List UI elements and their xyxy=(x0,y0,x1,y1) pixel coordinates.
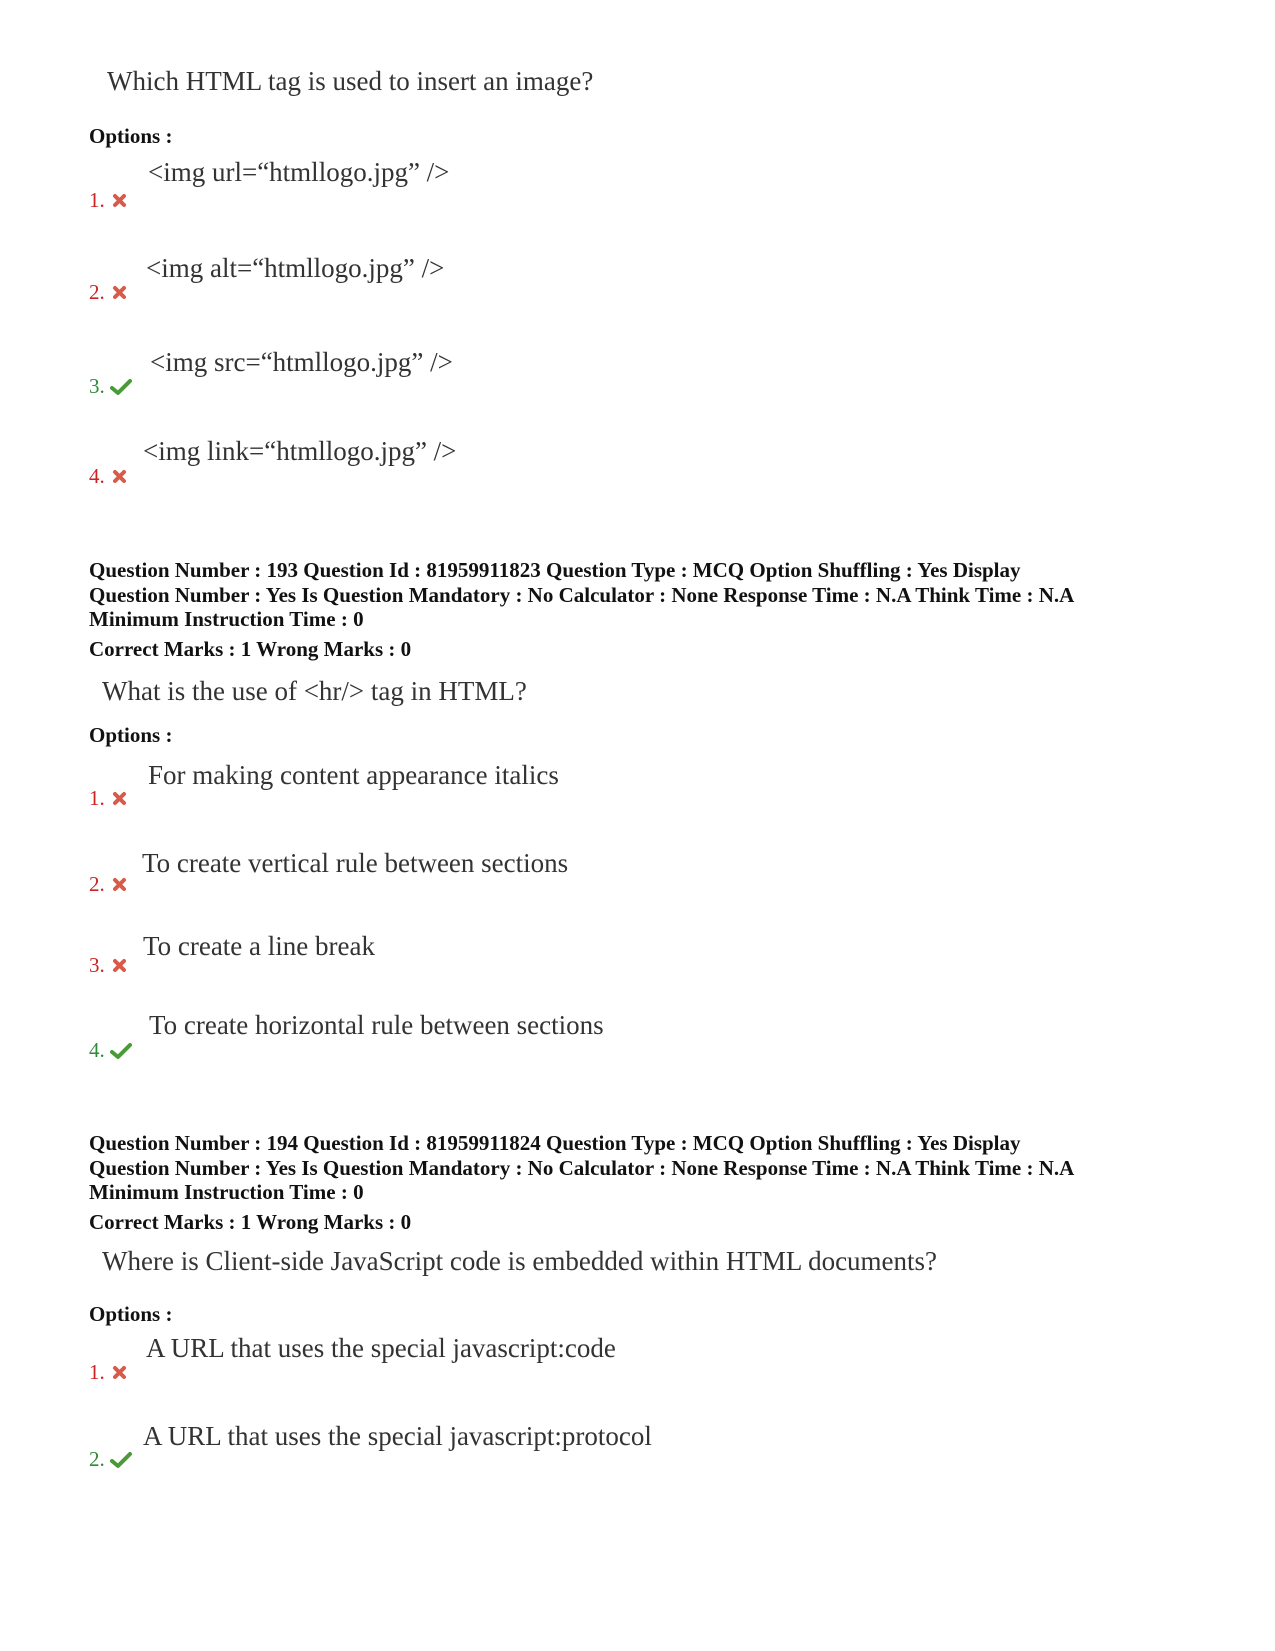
cross-icon xyxy=(109,282,131,304)
option-number-label: 1. xyxy=(89,1360,105,1384)
option-number xyxy=(89,280,131,305)
option-text: <img link=“htmllogo.jpg” /> xyxy=(143,436,457,466)
options-label: Options : xyxy=(89,1302,173,1326)
option-text: A URL that uses the special javascript:protocol xyxy=(143,1421,652,1451)
option-text: <img alt=“htmllogo.jpg” /> xyxy=(146,253,445,283)
option-number-label: 2. xyxy=(89,1447,105,1471)
question-marks: Correct Marks : 1 Wrong Marks : 0 xyxy=(89,1210,412,1234)
option-text: To create horizontal rule between sections xyxy=(149,1010,604,1040)
option-number xyxy=(89,1360,131,1385)
option-text: A URL that uses the special javascript:code xyxy=(146,1333,616,1363)
option-number xyxy=(89,872,131,897)
check-icon xyxy=(109,1449,131,1471)
option-number xyxy=(89,188,131,213)
cross-icon xyxy=(109,788,131,810)
option-text: <img url=“htmllogo.jpg” /> xyxy=(148,157,450,187)
check-icon xyxy=(109,1040,131,1062)
option-number-label: 4. xyxy=(89,1038,105,1062)
option-number-label: 2. xyxy=(89,280,105,304)
option-number-label: 3. xyxy=(89,953,105,977)
question-meta-line: Minimum Instruction Time : 0 xyxy=(89,607,364,631)
option-number xyxy=(89,786,131,811)
option-number xyxy=(89,953,131,978)
option-text: For making content appearance italics xyxy=(148,760,559,790)
option-number xyxy=(89,464,131,489)
option-text: To create vertical rule between sections xyxy=(142,848,569,878)
cross-icon xyxy=(109,874,131,896)
question-text: Where is Client-side JavaScript code is embedded within HTML documents? xyxy=(102,1246,938,1276)
question-meta-line: Question Number : 194 Question Id : 81959911824 Question Type : MCQ Option Shuffling : Yes Display xyxy=(89,1131,1021,1155)
option-number-label: 4. xyxy=(89,464,105,488)
options-label: Options : xyxy=(89,124,173,148)
cross-icon xyxy=(109,1362,131,1384)
option-number-label: 3. xyxy=(89,374,105,398)
question-marks: Correct Marks : 1 Wrong Marks : 0 xyxy=(89,637,412,661)
option-number-label: 2. xyxy=(89,872,105,896)
option-number xyxy=(89,1038,131,1063)
question-text: Which HTML tag is used to insert an image? xyxy=(107,66,594,96)
cross-icon xyxy=(109,190,131,212)
question-meta-line: Minimum Instruction Time : 0 xyxy=(89,1180,364,1204)
option-number-label: 1. xyxy=(89,188,105,212)
option-text: To create a line break xyxy=(143,931,375,961)
question-meta-line: Question Number : 193 Question Id : 81959911823 Question Type : MCQ Option Shuffling : Yes Display xyxy=(89,558,1021,582)
option-number xyxy=(89,1447,131,1472)
question-meta-line: Question Number : Yes Is Question Mandatory : No Calculator : None Response Time : N.A Think Time : N.A xyxy=(89,583,1075,607)
question-meta-line: Question Number : Yes Is Question Mandatory : No Calculator : None Response Time : N.A Think Time : N.A xyxy=(89,1156,1075,1180)
cross-icon xyxy=(109,466,131,488)
option-text: <img src=“htmllogo.jpg” /> xyxy=(150,347,453,377)
question-text: What is the use of <hr/> tag in HTML? xyxy=(102,676,527,706)
options-label: Options : xyxy=(89,723,173,747)
check-icon xyxy=(109,376,131,398)
cross-icon xyxy=(109,955,131,977)
option-number-label: 1. xyxy=(89,786,105,810)
option-number xyxy=(89,374,131,399)
